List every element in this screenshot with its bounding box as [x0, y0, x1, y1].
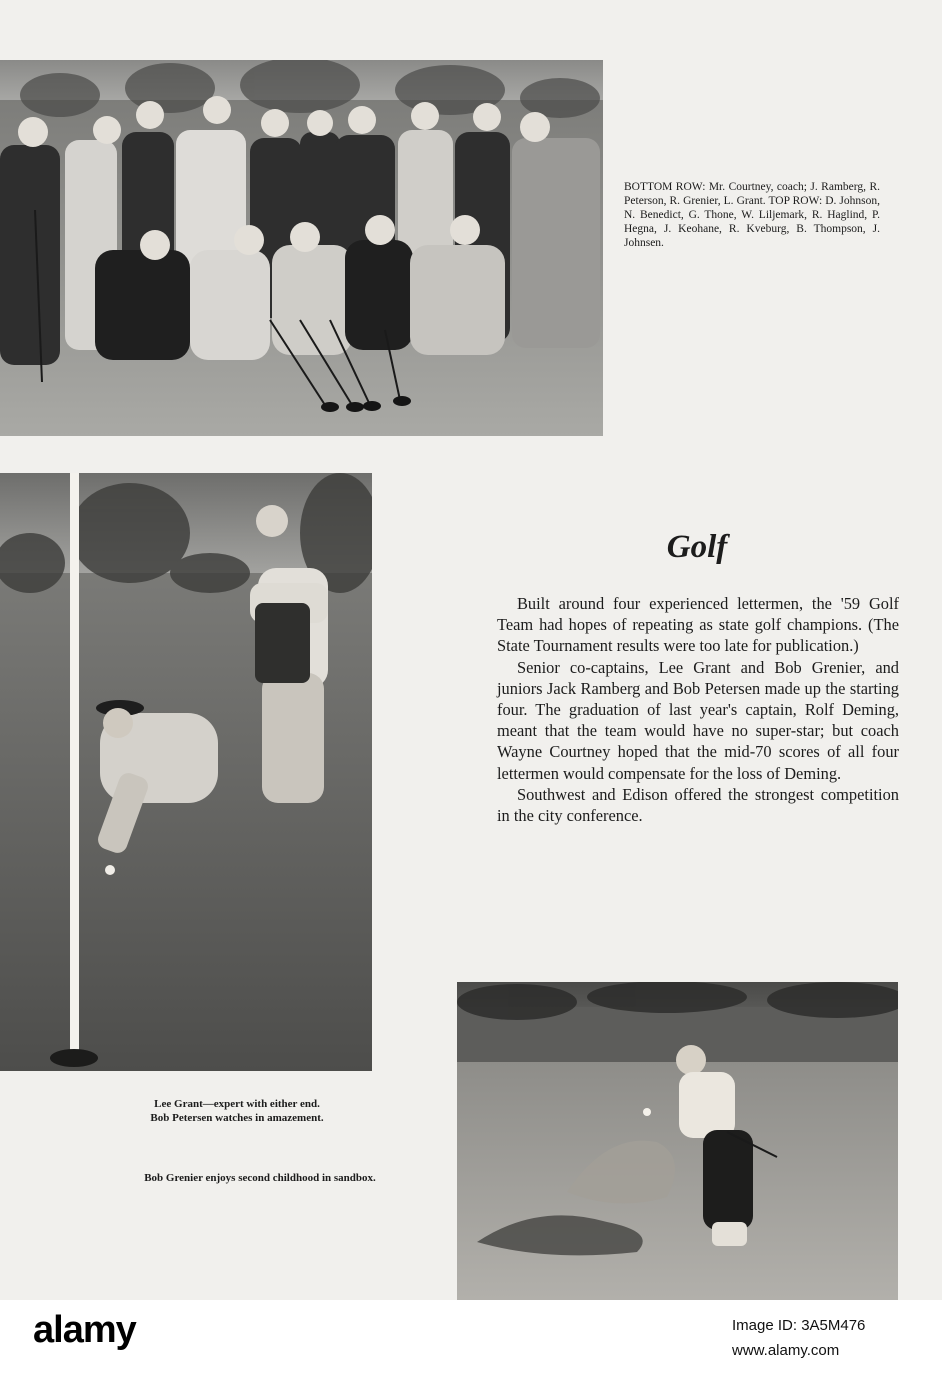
- image-id-label: Image ID: 3A5M476: [732, 1317, 866, 1334]
- putting-caption-line-1: Lee Grant—expert with either end.: [154, 1098, 320, 1110]
- putting-caption-line-2: Bob Petersen watches in amazement.: [150, 1112, 324, 1124]
- team-photo-caption: BOTTOM ROW: Mr. Courtney, coach; J. Ramberg, R. Peterson, R. Grenier, L. Grant. TOP ROW: D. Johnson, N. Benedict, G. Thone, W. Liljemark, R. Haglind, P. Hegna, J. Keohane, R. Kveburg, B. Thompson, J. Johnsen.: [624, 181, 880, 249]
- article-paragraph: Southwest and Edison offered the strongest competition in the city conference.: [497, 784, 899, 826]
- article-paragraph: Senior co-captains, Lee Grant and Bob Grenier, and juniors Jack Ramberg and Bob Petersen made up the starting four. The graduation of last year's captain, Rolf Deming, meant that the team would have no super-star; but coach Wayne Courtney hoped that the mid-70 scores of all four lettermen would compensate for the loss of Deming.: [497, 657, 899, 783]
- article-paragraph: Built around four experienced lettermen, the '59 Golf Team had hopes of repeating as state golf champions. (The State Tournament results were too late for publication.): [497, 594, 899, 656]
- footer-meta: [732, 1313, 912, 1363]
- sand-trap-photo: [457, 982, 898, 1300]
- team-photo: [0, 60, 603, 436]
- putting-photo-caption: [92, 1097, 382, 1125]
- site-link[interactable]: www.alamy.com: [732, 1342, 840, 1359]
- article-title: Golf: [666, 529, 728, 565]
- sand-photo-caption: Bob Grenier enjoys second childhood in sandbox.: [144, 1172, 376, 1184]
- alamy-logo: alamy: [33, 1309, 136, 1351]
- putting-photo: [0, 473, 372, 1071]
- article-body: [497, 593, 899, 826]
